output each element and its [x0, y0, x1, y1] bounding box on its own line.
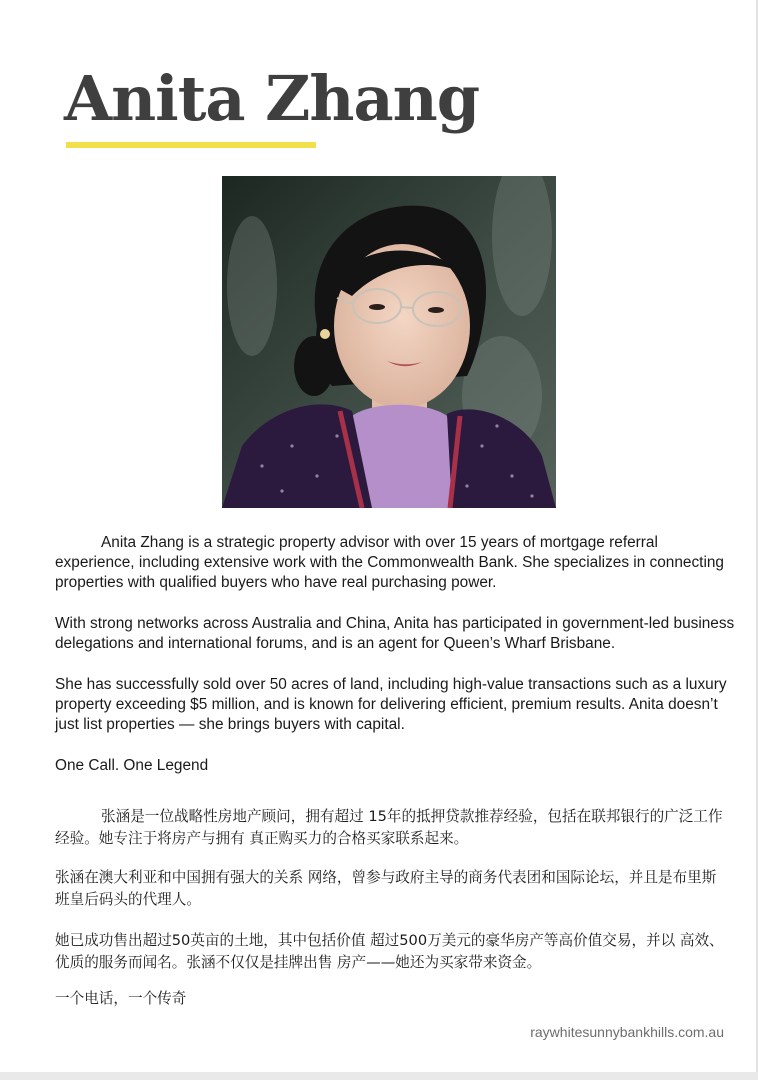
- bio-english-paragraph-2: With strong networks across Australia and China, Anita has participated in government-led business delegations and international forums, and is an agent for Queen’s Wharf Brisbane.: [55, 615, 735, 652]
- bio-english-paragraph-3: She has successfully sold over 50 acres of land, including high-value transactions such as a luxury property exceeding $5 million, and is known for delivering efficient, premium results. Anita doesn’t just list properties — she brings buyers with capital.: [55, 676, 727, 733]
- bio-chinese-paragraph-1: 张涵是一位战略性房地产顾问，拥有超过 15年的抵押贷款推荐经验，包括在联邦银行的广泛工作经验。她专注于将房产与拥有 真正购买力的合格买家联系起来。: [55, 808, 723, 847]
- page-title: Anita Zhang: [64, 62, 480, 135]
- tagline-chinese: 一个电话，一个传奇: [55, 990, 187, 1007]
- tagline-english: One Call. One Legend: [55, 757, 209, 774]
- portrait-photo: [222, 176, 556, 508]
- website-url[interactable]: raywhitesunnybankhills.com.au: [530, 1024, 724, 1040]
- title-underline: [66, 142, 316, 148]
- bio-english-paragraph-1: Anita Zhang is a strategic property advisor with over 15 years of mortgage referral experience, including extensive work with the Commonwealth Bank. She specializes in connecting properties with qualified buyers who have real purchasing power.: [55, 534, 724, 591]
- bio-chinese-paragraph-3: 她已成功售出超过50英亩的土地，其中包括价值 超过500万美元的豪华房产等高价值交易，并以 高效、优质的服务而闻名。张涵不仅仅是挂牌出售 房产——她还为买家带来资金。: [55, 932, 724, 971]
- bio-chinese-paragraph-2: 张涵在澳大利亚和中国拥有强大的关系 网络，曾参与政府主导的商务代表团和国际论坛，并且是布里斯班皇后码头的代理人。: [55, 869, 717, 908]
